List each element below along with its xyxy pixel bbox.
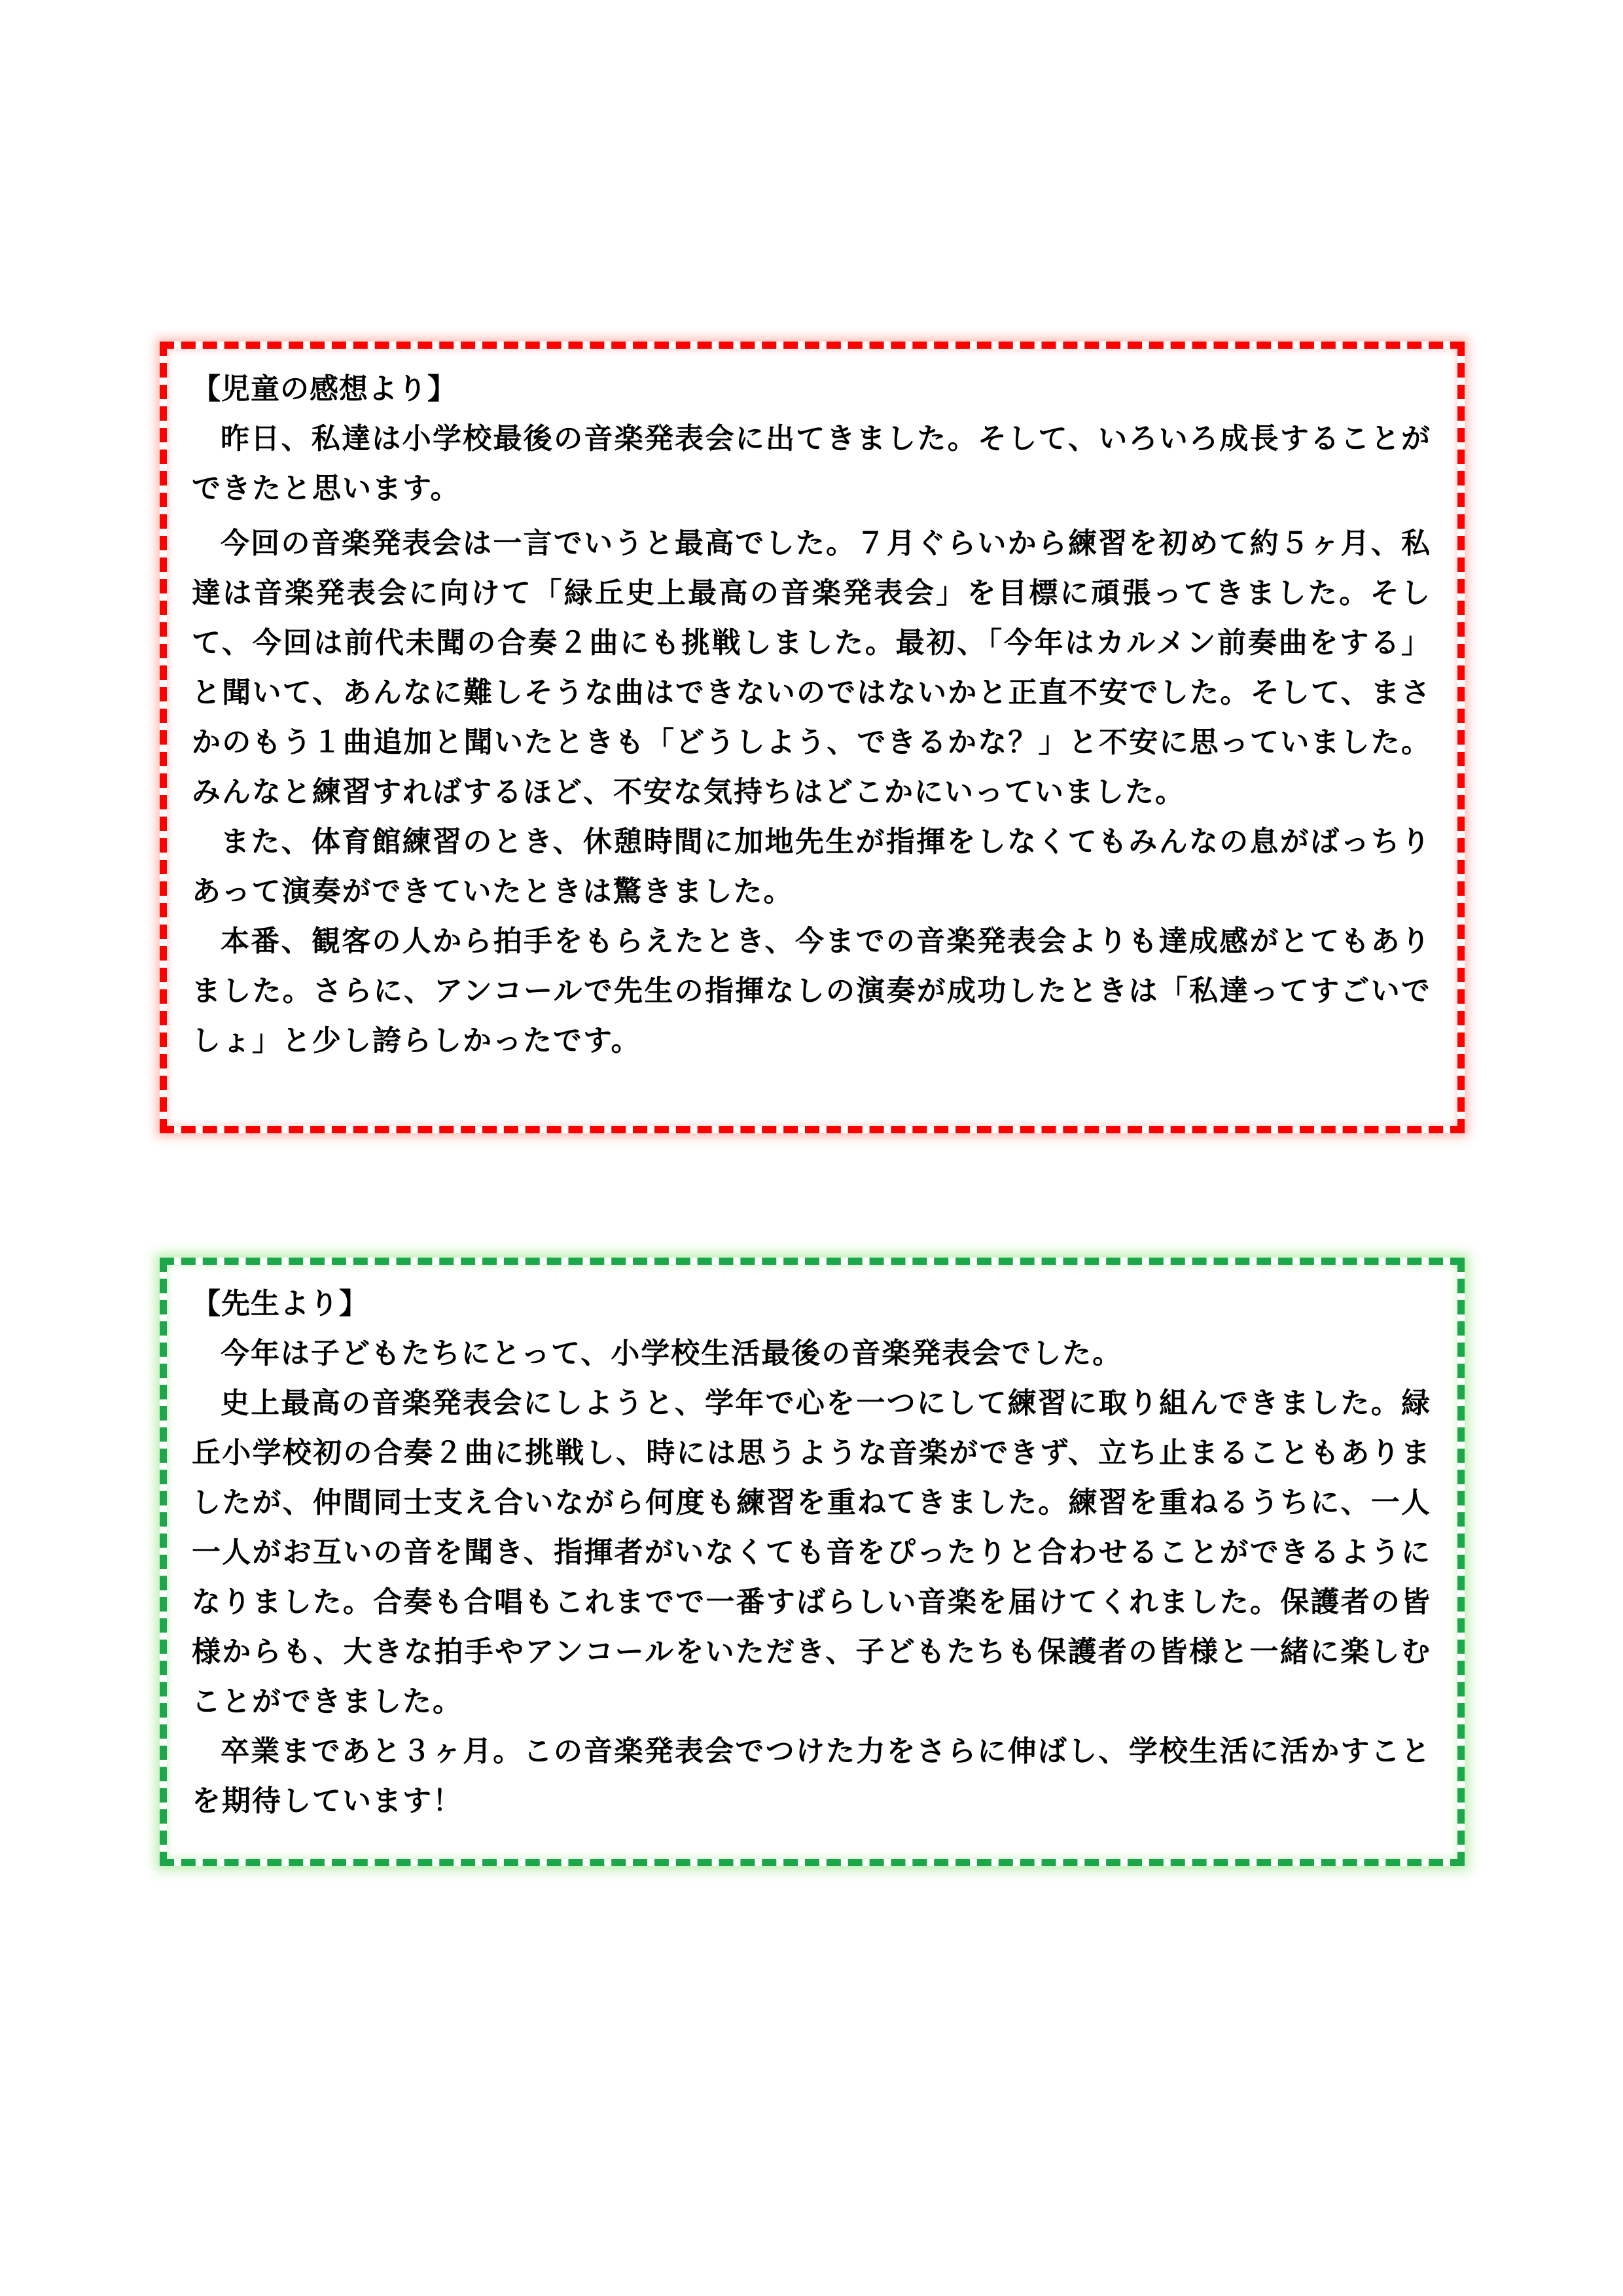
student-impressions-heading: 【児童の感想より】 <box>192 372 457 406</box>
teacher-paragraph: 史上最高の音楽発表会にしようと、学年で心を一つにして練習に取り組んできました。緑丘小学校初の合奏２曲に挑戦し、時には思うような音楽ができず、立ち止まることもありましたが、仲間同士支え合いながら何度も練習を重ねてきました。練習を重ねるうちに、一人一人がお互いの音を聞き、指揮者がいなくても音をぴったりと合わせることができるようになりました。合奏も合唱もこれまでで一番すばらしい音楽を届けてくれました。保護者の皆様からも、大きな拍手やアンコールをいただき、子どもたちも保護者の皆様と一緒に楽しむことができました。 <box>192 1386 1431 1718</box>
student-impressions-box <box>160 342 1465 1133</box>
teacher-paragraph: 今年は子どもたちにとって、小学校生活最後の音楽発表会でした。 <box>221 1337 1123 1370</box>
student-paragraph: 昨日、私達は小学校最後の音楽発表会に出てきました。そして、いろいろ成長することができたと思います。 <box>192 422 1431 505</box>
student-paragraph: 本番、観客の人から拍手をもらえたとき、今までの音楽発表会よりも達成感がとてもありました。さらに、アンコールで先生の指揮なしの演奏が成功したときは「私達ってすごいでしょ」と少し誇らしかったです。 <box>192 925 1431 1057</box>
student-paragraph: 今回の音楽発表会は一言でいうと最高でした。７月ぐらいから練習を初めて約５ヶ月、私達は音楽発表会に向けて「緑丘史上最高の音楽発表会」を目標に頑張ってきました。そして、今回は前代未聞の合奏２曲にも挑戦しました。最初、「今年はカルメン前奏曲をする」と聞いて、あんなに難しそうな曲はできないのではないかと正直不安でした。そして、まさかのもう１曲追加と聞いたときも「どうしよう、できるかな？」と不安に思っていました。みんなと練習すればするほど、不安な気持ちはどこかにいっていました。 <box>192 527 1431 809</box>
teacher-message-box <box>160 1258 1465 1866</box>
student-paragraph: また、体育館練習のとき、休憩時間に加地先生が指揮をしなくてもみんなの息がばっちりあって演奏ができていたときは驚きました。 <box>192 825 1431 908</box>
teacher-message-heading: 【先生より】 <box>192 1287 368 1320</box>
teacher-paragraph: 卒業まであと３ヶ月。この音楽発表会でつけた力をさらに伸ばし、学校生活に活かすことを期待しています！ <box>192 1735 1431 1818</box>
